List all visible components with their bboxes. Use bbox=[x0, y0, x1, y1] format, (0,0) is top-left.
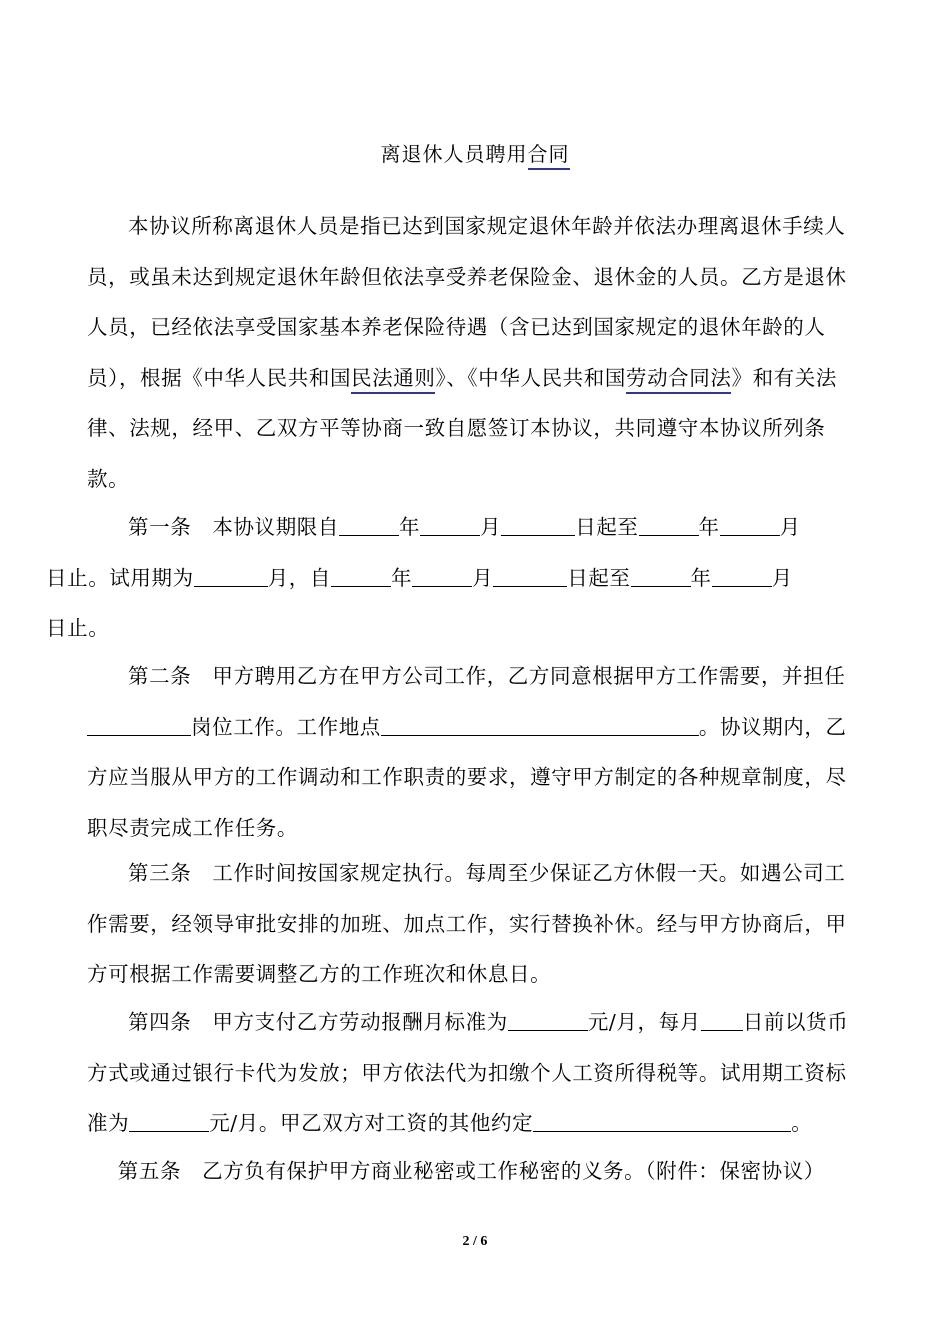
end-label: 日止。 bbox=[46, 616, 110, 640]
blank-work-location[interactable] bbox=[381, 713, 699, 736]
day-end-label: 日止。试用期为 bbox=[46, 565, 194, 590]
link-civil-law[interactable]: 民法通则 bbox=[351, 366, 435, 394]
blank-other-salary-terms[interactable] bbox=[533, 1109, 791, 1132]
blank-monthly-salary[interactable] bbox=[508, 1008, 588, 1031]
article-4-text-4: 元/月。甲乙双方对工资的其他约定 bbox=[209, 1111, 534, 1135]
intro-text-3: 》和有关法律、法规，经甲、乙双方平等协商一致自愿签订本协议，共同遵守本协议所列条款。 bbox=[87, 365, 837, 491]
month-label: 月 bbox=[779, 515, 801, 539]
article-4-text-3: 日前以货币方式或通过银行卡代为发放；甲方依法代为扣缴个人工资所得税等。试用期工资标准为 bbox=[87, 1010, 849, 1135]
article-2 bbox=[87, 651, 865, 853]
article-1-block bbox=[46, 502, 865, 654]
article-2-text-3: 。协议期内，乙方应当服从甲方的工作调动和工作职责的要求，遵守甲方制定的各种规章制度，尽职尽责完成工作任务。 bbox=[87, 714, 847, 840]
year-label: 年 bbox=[391, 565, 413, 590]
article-2-text-1: 第二条 甲方聘用乙方在甲方公司工作，乙方同意根据甲方工作需要，并担任 bbox=[128, 664, 846, 688]
page-title bbox=[0, 138, 950, 167]
article-5: 第五条 乙方负有保护甲方商业秘密或工作秘密的义务。（附件：保密协议） bbox=[117, 1159, 825, 1183]
blank-probation-months[interactable] bbox=[194, 564, 268, 587]
month-label: 月 bbox=[472, 565, 494, 590]
article-4 bbox=[87, 997, 865, 1149]
intro-paragraph bbox=[87, 201, 865, 504]
blank-start-month[interactable] bbox=[420, 513, 480, 536]
blank-pay-day[interactable] bbox=[701, 1008, 743, 1031]
title-prefix: 离退休人员聘用 bbox=[380, 142, 528, 166]
intro-block bbox=[87, 201, 865, 504]
intro-text-1: 本协议所称离退休人员是指已达到国家规定退休年龄并依法办理离退休手续人员，或虽未达到规定退休年龄但依法享受养老保险金、退休金的人员。乙方是退休人员，已经依法享受国家基本养老保险待遇（含已达到国家规定的退休年龄的人员），根据《中华人民共和国 bbox=[87, 214, 847, 390]
article-1 bbox=[46, 502, 865, 654]
intro-text-2: 》、《中华人民共和国 bbox=[435, 365, 626, 390]
month-comma-label: 月，自 bbox=[267, 565, 332, 590]
month-label: 月 bbox=[771, 565, 793, 590]
blank-end-year[interactable] bbox=[639, 513, 699, 536]
year-label: 年 bbox=[399, 515, 421, 539]
day-from-label: 日起至 bbox=[567, 565, 631, 590]
blank-probation-start-month[interactable] bbox=[412, 564, 472, 587]
article-3: 第三条 工作时间按国家规定执行。每周至少保证乙方休假一天。如遇公司工作需要，经领导审批安排的加班、加点工作，实行替换补休。经与甲方协商后，甲方可根据工作需要调整乙方的工作班次和休息日。 bbox=[87, 861, 847, 986]
link-labor-contract-law[interactable]: 劳动合同法 bbox=[626, 366, 732, 394]
year-label: 年 bbox=[698, 515, 720, 539]
blank-position[interactable] bbox=[87, 713, 191, 736]
blank-probation-end-year[interactable] bbox=[631, 564, 691, 587]
blank-start-year[interactable] bbox=[339, 513, 399, 536]
blank-probation-end-month[interactable] bbox=[712, 564, 772, 587]
article-4-text-5: 。 bbox=[791, 1111, 813, 1135]
blank-start-day[interactable] bbox=[501, 513, 575, 536]
article-2-text-2: 岗位工作。工作地点 bbox=[191, 714, 381, 739]
article-5-block bbox=[87, 1146, 865, 1197]
blank-probation-start-day[interactable] bbox=[493, 564, 567, 587]
article-4-text-1: 第四条 甲方支付乙方劳动报酬月标准为 bbox=[128, 1010, 508, 1034]
blank-probation-start-year[interactable] bbox=[331, 564, 391, 587]
month-label: 月 bbox=[480, 515, 502, 539]
title-link[interactable]: 合同 bbox=[528, 142, 570, 170]
blank-end-month[interactable] bbox=[720, 513, 780, 536]
year-label: 年 bbox=[690, 565, 712, 590]
day-from-label: 日起至 bbox=[575, 515, 639, 539]
page-number: 2 / 6 bbox=[462, 1234, 488, 1249]
article-1-text: 第一条 本协议期限自 bbox=[128, 515, 339, 539]
article-2-block bbox=[87, 651, 865, 853]
article-4-block bbox=[87, 997, 865, 1149]
article-3-block bbox=[87, 848, 865, 1000]
blank-probation-salary[interactable] bbox=[129, 1109, 209, 1132]
article-4-text-2: 元/月，每月 bbox=[587, 1010, 701, 1034]
